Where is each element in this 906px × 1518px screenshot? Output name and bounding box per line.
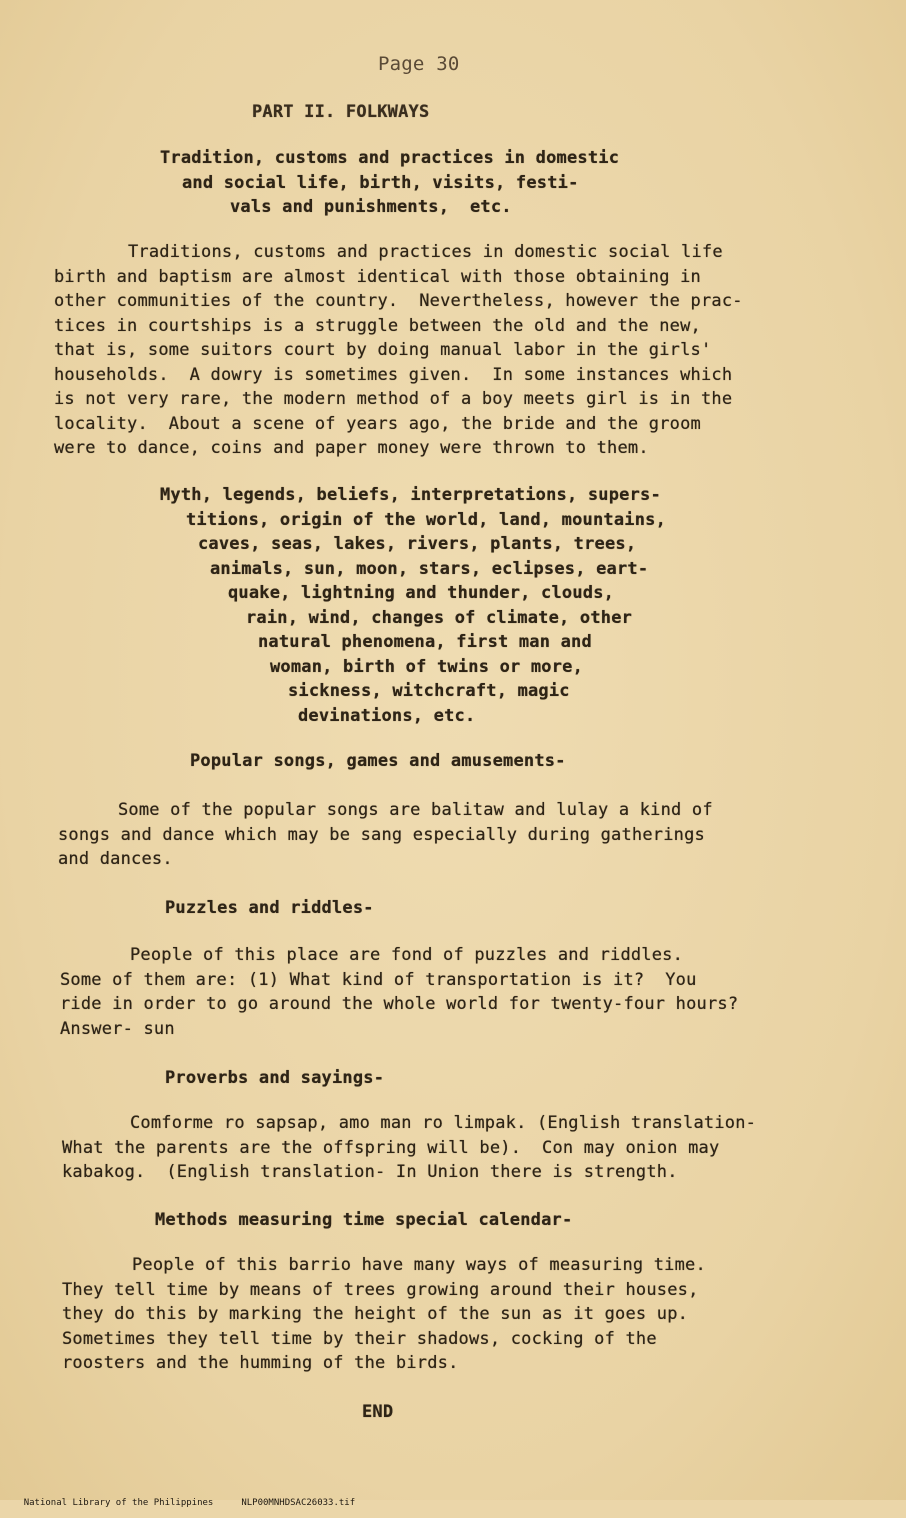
- paragraph-line: roosters and the humming of the birds.: [62, 1353, 459, 1373]
- paragraph-line: They tell time by means of trees growing around their houses,: [62, 1279, 699, 1300]
- page-number: Page 30: [378, 53, 460, 75]
- paragraph-line: Answer- sun: [60, 1018, 175, 1039]
- paragraph-line: were to dance, coins and paper money were thrown to them.: [54, 438, 649, 458]
- paragraph-line: birth and baptism are almost identical with those obtaining in: [54, 266, 701, 287]
- paragraph-line: tices in courtships is a struggle between the old and the new,: [54, 315, 701, 336]
- paragraph-line: and dances.: [58, 849, 173, 869]
- paragraph-line: songs and dance which may be sang especially during gatherings: [58, 824, 705, 845]
- paragraph-line: Some of the popular songs are balitaw and lulay a kind of: [118, 800, 713, 820]
- section-heading-line: vals and punishments, etc.: [230, 197, 512, 217]
- scan-filename: NLP00MNHDSAC26033.tif: [241, 1498, 356, 1508]
- paragraph-line: Comforme ro sapsap, amo man ro limpak. (English translation-: [130, 1113, 757, 1133]
- section-heading-line: rain, wind, changes of climate, other: [246, 607, 633, 628]
- section-heading-line: quake, lightning and thunder, clouds,: [228, 583, 615, 603]
- paragraph-line: Traditions, customs and practices in domestic social life: [128, 242, 723, 262]
- paragraph-line: other communities of the country. Nevertheless, however the prac-: [54, 291, 743, 311]
- paragraph-line: households. A dowry is sometimes given. In some instances which: [54, 364, 733, 385]
- section-heading-line: Popular songs, games and amusements-: [190, 751, 566, 771]
- paragraph-line: ride in order to go around the whole world for twenty-four hours?: [60, 994, 739, 1014]
- section-heading-line: caves, seas, lakes, rivers, plants, trees,: [198, 534, 637, 554]
- paragraph-line: kabakog. (English translation- In Union there is strength.: [62, 1162, 678, 1182]
- section-heading-line: Myth, legends, beliefs, interpretations, supers-: [160, 485, 661, 505]
- paragraph-line: locality. About a scene of years ago, the bride and the groom: [54, 413, 701, 434]
- paragraph-line: is not very rare, the modern method of a boy meets girl is in the: [54, 389, 733, 409]
- paragraph-line: that is, some suitors court by doing manual labor in the girls': [54, 340, 712, 360]
- paragraph-line: Sometimes they tell time by their shadows, cocking of the: [62, 1328, 657, 1349]
- section-heading-line: devinations, etc.: [298, 705, 476, 726]
- section-heading-line: titions, origin of the world, land, mountains,: [186, 509, 667, 530]
- end-mark: END: [362, 1402, 394, 1422]
- paragraph-line: Some of them are: (1) What kind of transportation is it? You: [60, 969, 697, 990]
- paragraph-line: they do this by marking the height of the sun as it goes up.: [62, 1304, 689, 1324]
- library-credit: National Library of the Philippines: [23, 1498, 214, 1508]
- paragraph-line: People of this barrio have many ways of measuring time.: [132, 1255, 706, 1275]
- section-heading-line: Tradition, customs and practices in domestic: [160, 148, 620, 168]
- section-heading-line: and social life, birth, visits, festi-: [182, 172, 579, 193]
- paragraph-line: What the parents are the offspring will be). Con may onion may: [62, 1137, 720, 1158]
- section-heading-line: Methods measuring time special calendar-: [155, 1210, 573, 1230]
- section-heading-line: Proverbs and sayings-: [165, 1068, 385, 1088]
- section-heading-line: Puzzles and riddles-: [165, 898, 374, 918]
- section-heading-line: natural phenomena, first man and: [258, 632, 592, 652]
- scan-footer: [2, 1488, 383, 1518]
- section-heading-line: sickness, witchcraft, magic: [288, 681, 570, 701]
- section-heading-line: woman, birth of twins or more,: [270, 656, 584, 677]
- paragraph-line: People of this place are fond of puzzles and riddles.: [130, 945, 684, 965]
- part-title: PART II. FOLKWAYS: [252, 102, 430, 122]
- section-heading-line: animals, sun, moon, stars, eclipses, eart-: [210, 558, 649, 579]
